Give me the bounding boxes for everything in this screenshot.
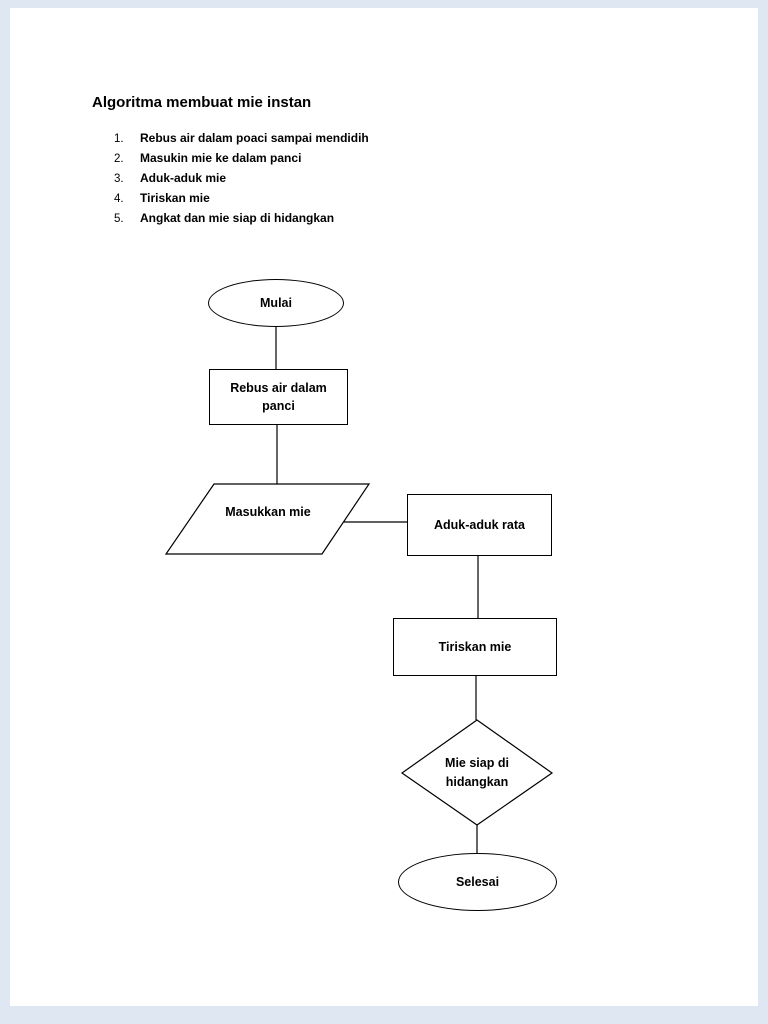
process-tiriskan-box xyxy=(393,618,557,676)
start-label: Mulai xyxy=(260,296,292,310)
list-item-number: 3. xyxy=(114,173,124,185)
list-item-text: Angkat dan mie siap di hidangkan xyxy=(140,211,335,225)
list-item-number: 5. xyxy=(114,213,124,225)
process-aduk-box xyxy=(407,494,552,556)
list-item-text: Aduk-aduk mie xyxy=(140,171,227,185)
page-title: Algoritma membuat mie instan xyxy=(92,94,312,111)
start-ellipse xyxy=(208,279,344,327)
list-item-number: 2. xyxy=(114,153,124,165)
list-item-text: Rebus air dalam poaci sampai mendidih xyxy=(140,131,369,145)
list-item-text: Masukin mie ke dalam panci xyxy=(140,151,302,165)
process-aduk-label: Aduk-aduk rata xyxy=(434,518,525,532)
process-tiriskan-label: Tiriskan mie xyxy=(438,640,512,654)
decision-label: Mie siap di hidangkan xyxy=(445,756,509,789)
process-rebus-box xyxy=(209,369,348,425)
end-ellipse xyxy=(398,853,557,911)
input-label: Masukkan mie xyxy=(225,505,311,519)
process-rebus-label: Rebus air dalam panci xyxy=(230,381,327,413)
list-item-number: 4. xyxy=(114,193,124,205)
list-item-number: 1. xyxy=(114,133,124,145)
end-label: Selesai xyxy=(455,875,500,889)
list-item-text: Tiriskan mie xyxy=(140,191,210,205)
